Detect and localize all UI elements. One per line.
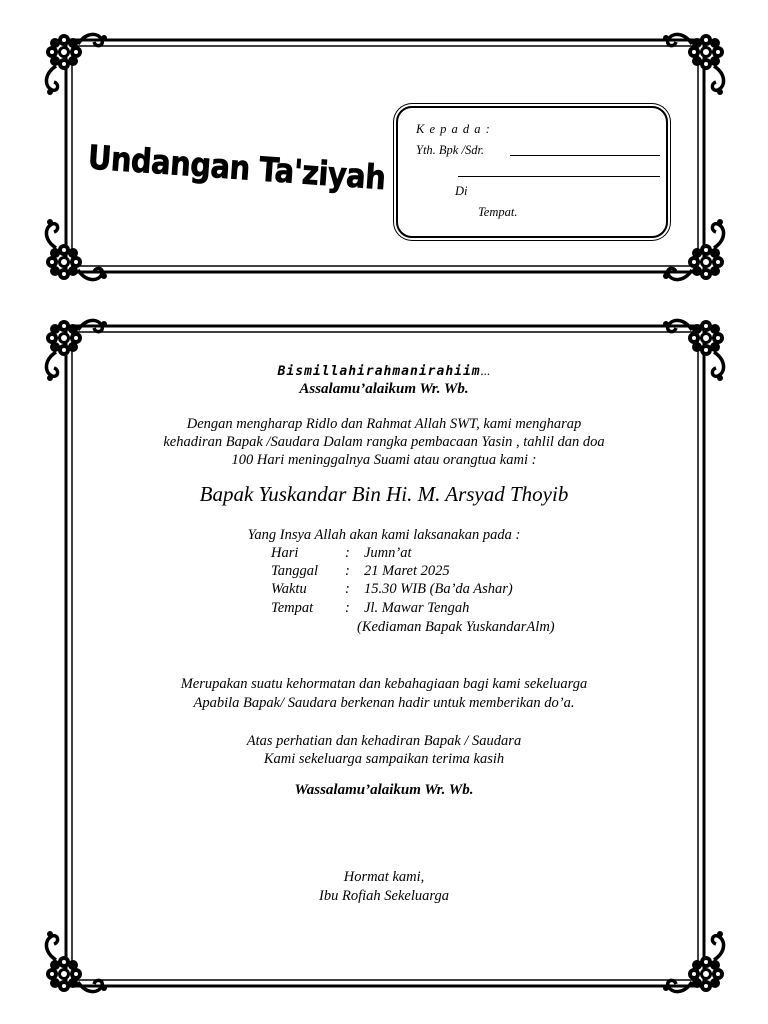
honor-line: Apabila Bapak/ Saudara berkenan hadir untuk memberikan do’a. [193,695,575,711]
kepada-label: K e p a d a : [416,122,491,136]
corner-ornament-icon [46,34,107,95]
intro-line: 100 Hari meninggalnya Suami atau orangtua kami : [231,452,537,468]
detail-sep: : [345,563,350,579]
honor-line: Merupakan suatu kehormatan dan kebahagiaan bagi kami sekeluarga [180,676,588,692]
detail-label: Hari [271,545,299,561]
detail-value: Jumn’at [364,545,412,561]
salam-open: Assalamu’alaikum Wr. Wb. [299,381,469,397]
corner-ornament-icon [46,931,107,992]
detail-label: Waktu [271,581,307,597]
recipient-line [510,155,660,156]
deceased-name: Bapak Yuskandar Bin Hi. M. Arsyad Thoyib [199,482,569,506]
bismillah-text: Bismillahirahmanirahiim [277,364,481,379]
thanks-line: Kami sekeluarga sampaikan terima kasih [263,751,505,767]
detail-sep: : [345,545,350,561]
bismillah-line: Bismillahirahmanirahiim... [277,363,491,379]
detail-label: Tanggal [271,563,319,579]
location-note: (Kediaman Bapak YuskandarAlm) [357,619,555,635]
signatory: Ibu Rofiah Sekeluarga [319,888,449,904]
salam-close: Wassalamu’alaikum Wr. Wb. [294,782,474,798]
detail-value: 15.30 WIB (Ba’da Ashar) [364,581,513,597]
detail-value: Jl. Mawar Tengah [364,600,470,616]
detail-sep: : [345,581,350,597]
recipient-line-2 [458,176,660,177]
intro-line: kehadiran Bapak /Saudara Dalam rangka pembacaan Yasin , tahlil dan doa [163,434,605,450]
corner-ornament-icon [663,34,724,95]
detail-label: Tempat [271,600,314,616]
detail-value: 21 Maret 2025 [364,563,450,579]
invitation-title: Undangan Ta'ziyah [86,137,387,198]
corner-ornament-icon [663,931,724,992]
di-label: Di [455,184,468,198]
thanks-line: Atas perhatian dan kehadiran Bapak / Saudara [246,733,522,749]
recipient-label: Yth. Bpk /Sdr. [416,143,485,157]
detail-sep: : [345,600,350,616]
schedule-intro: Yang Insya Allah akan kami laksanakan pada : [247,527,521,543]
tempat-label: Tempat. [478,205,518,219]
regards: Hormat kami, [343,869,425,885]
intro-line: Dengan mengharap Ridlo dan Rahmat Allah SWT, kami mengharap [186,416,582,432]
